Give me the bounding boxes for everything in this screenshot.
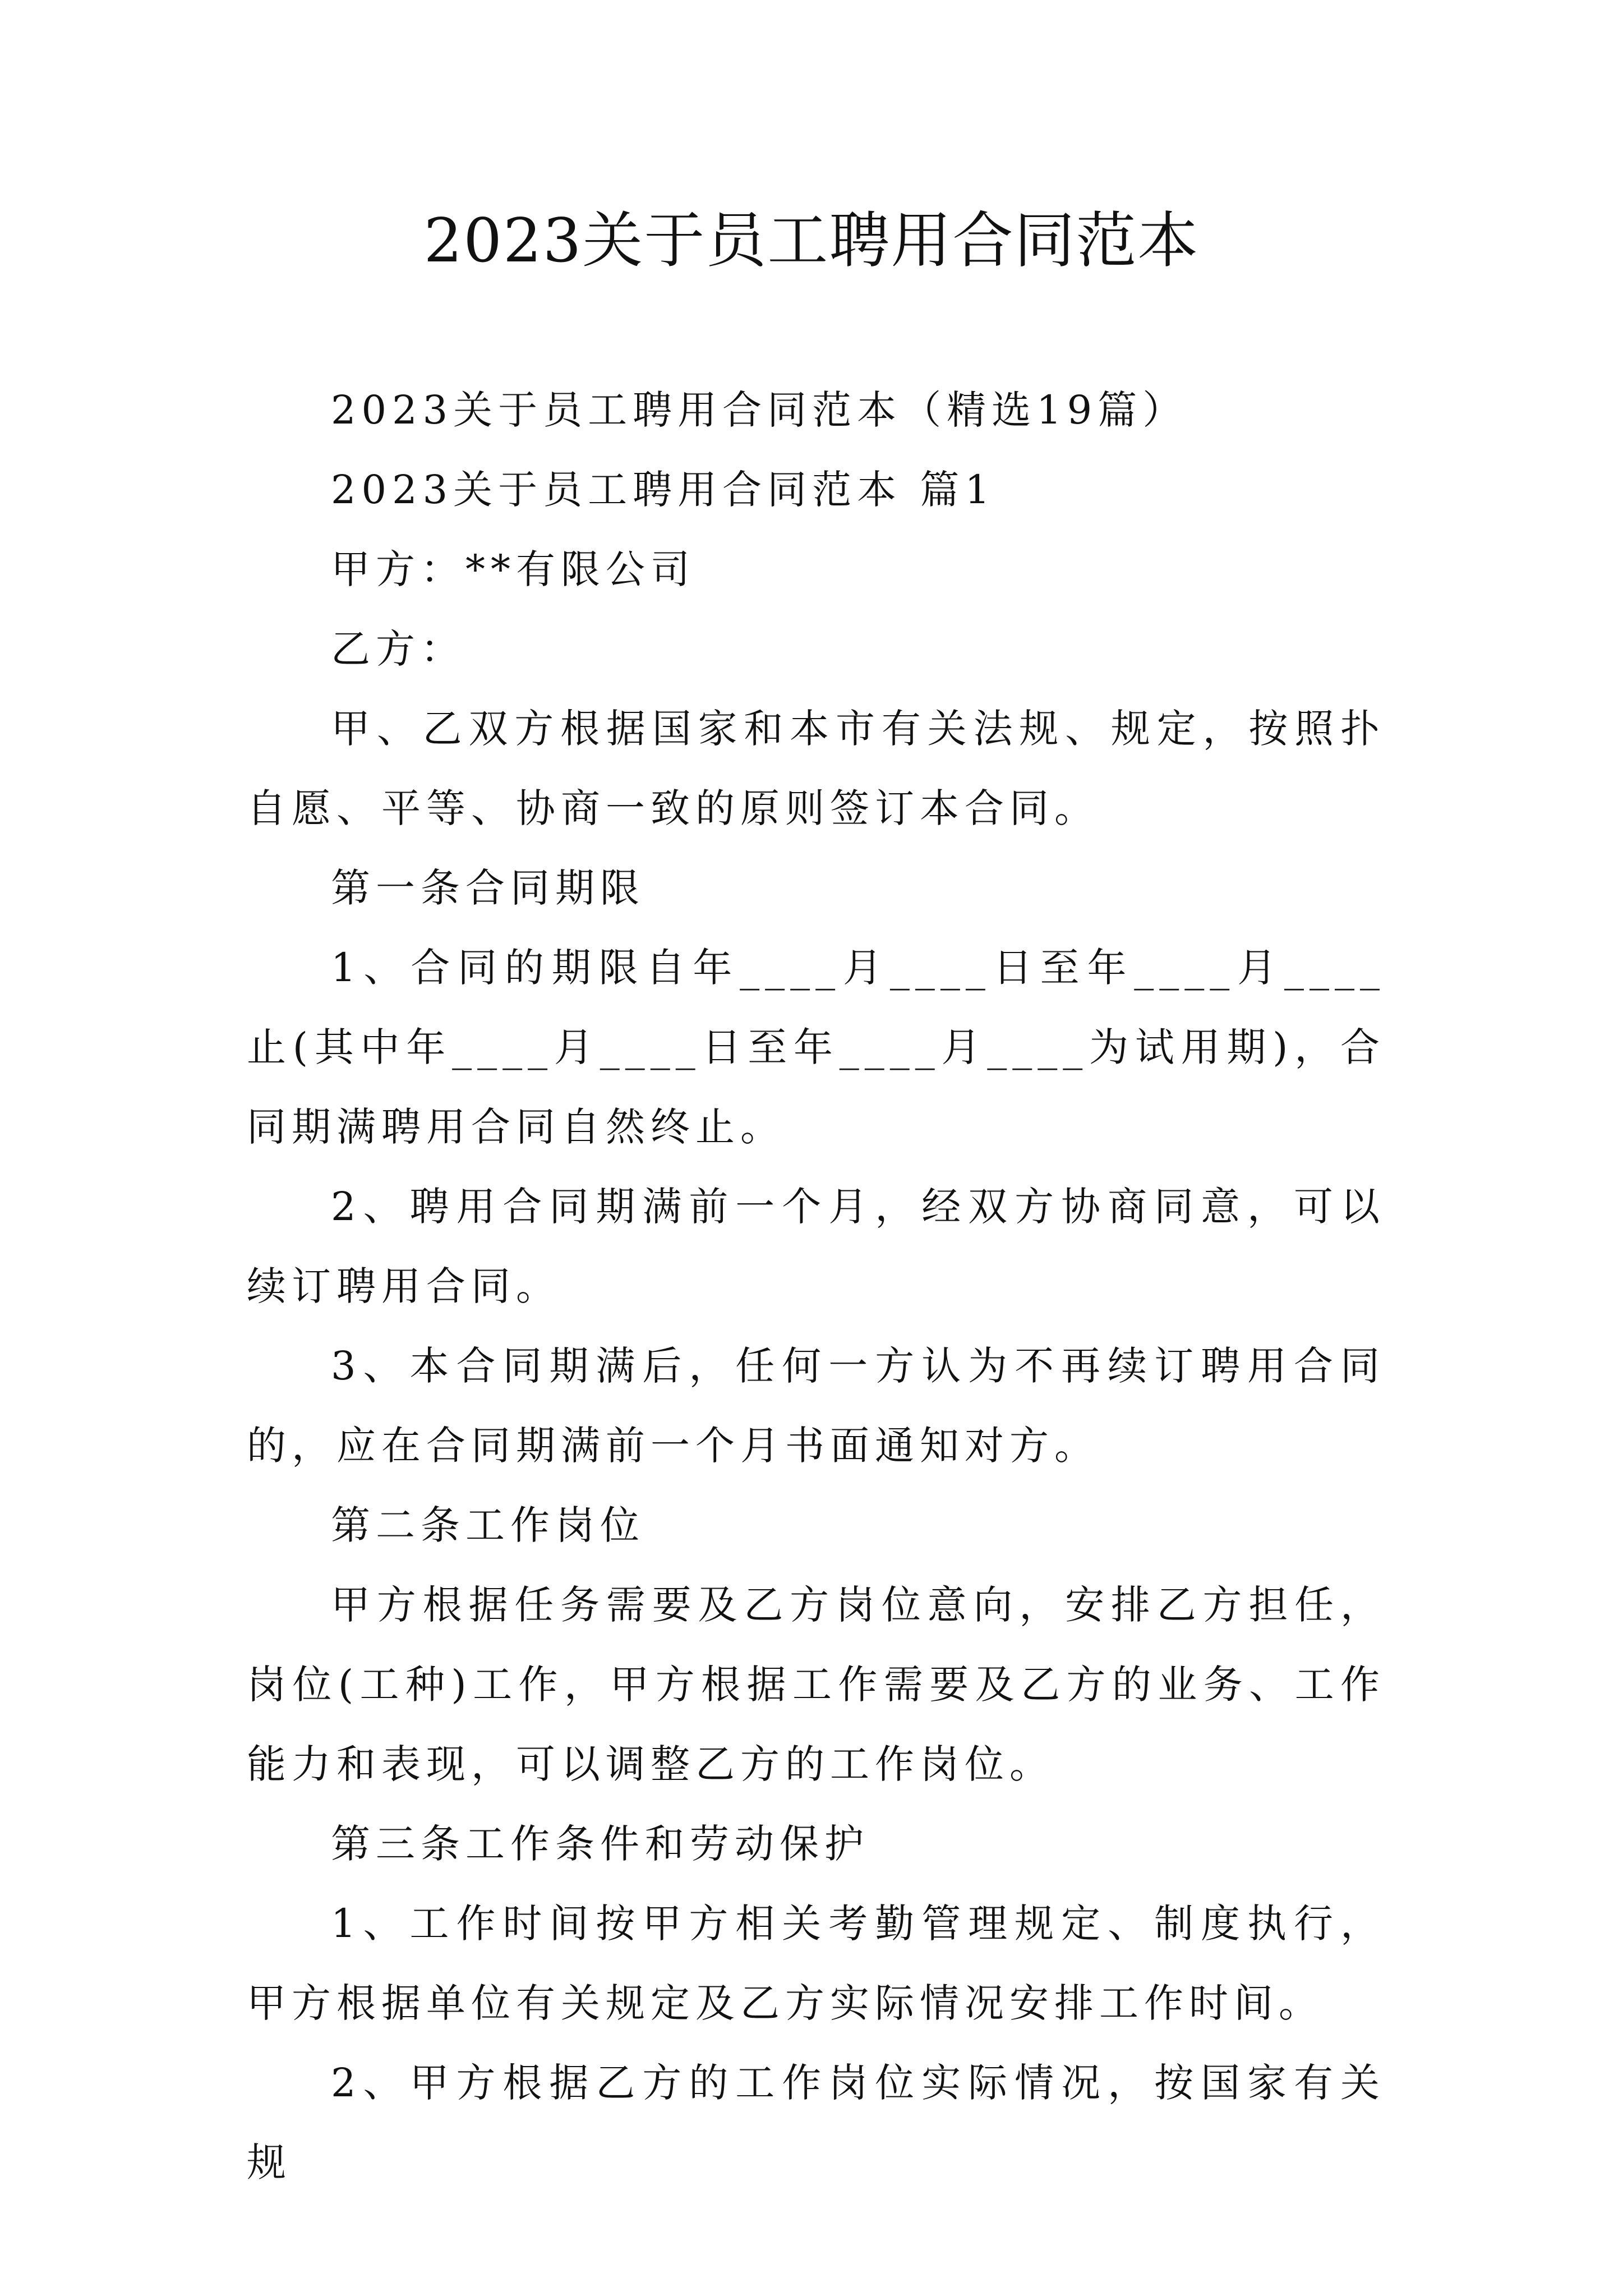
document-body xyxy=(247,370,1385,2202)
article-1-clause-3: 3、本合同期满后，任何一方认为不再续订聘用合同的，应在合同期满前一个月书面通知对方。 xyxy=(247,1343,1385,1469)
article-1-heading: 第一条合同期限 xyxy=(331,865,645,911)
article-2-heading: 第二条工作岗位 xyxy=(331,1502,645,1548)
article-2-body: 甲方根据任务需要及乙方岗位意向，安排乙方担任，岗位(工种)工作，甲方根据工作需要及乙方的业务、工作能力和表现，可以调整乙方的工作岗位。 xyxy=(247,1582,1385,1787)
section-heading-paragraph: 2023关于员工聘用合同范本 篇1 xyxy=(331,467,995,513)
preamble-paragraph: 甲、乙双方根据国家和本市有关法规、规定，按照扑自愿、平等、协商一致的原则签订本合同。 xyxy=(247,706,1385,831)
party-b-paragraph: 乙方： xyxy=(331,626,465,672)
article-3-heading: 第三条工作条件和劳动保护 xyxy=(331,1821,869,1867)
article-3-clause-2: 2、甲方根据乙方的工作岗位实际情况，按国家有关规 xyxy=(247,2060,1385,2185)
article-1-clause-2: 2、聘用合同期满前一个月，经双方协商同意，可以续订聘用合同。 xyxy=(247,1184,1385,1309)
article-3-clause-1: 1、工作时间按甲方相关考勤管理规定、制度执行，甲方根据单位有关规定及乙方实际情况安排工作时间。 xyxy=(247,1901,1385,2026)
document-title: 2023关于员工聘用合同范本 xyxy=(423,206,1200,276)
party-a-paragraph: 甲方：**有限公司 xyxy=(331,546,695,592)
subtitle-paragraph: 2023关于员工聘用合同范本（精选19篇） xyxy=(331,387,1188,433)
article-1-clause-1: 1、合同的期限自年____月____日至年____月____止(其中年____月____日至年____月____为试用期)，合同期满聘用合同自然终止。 xyxy=(247,945,1385,1150)
